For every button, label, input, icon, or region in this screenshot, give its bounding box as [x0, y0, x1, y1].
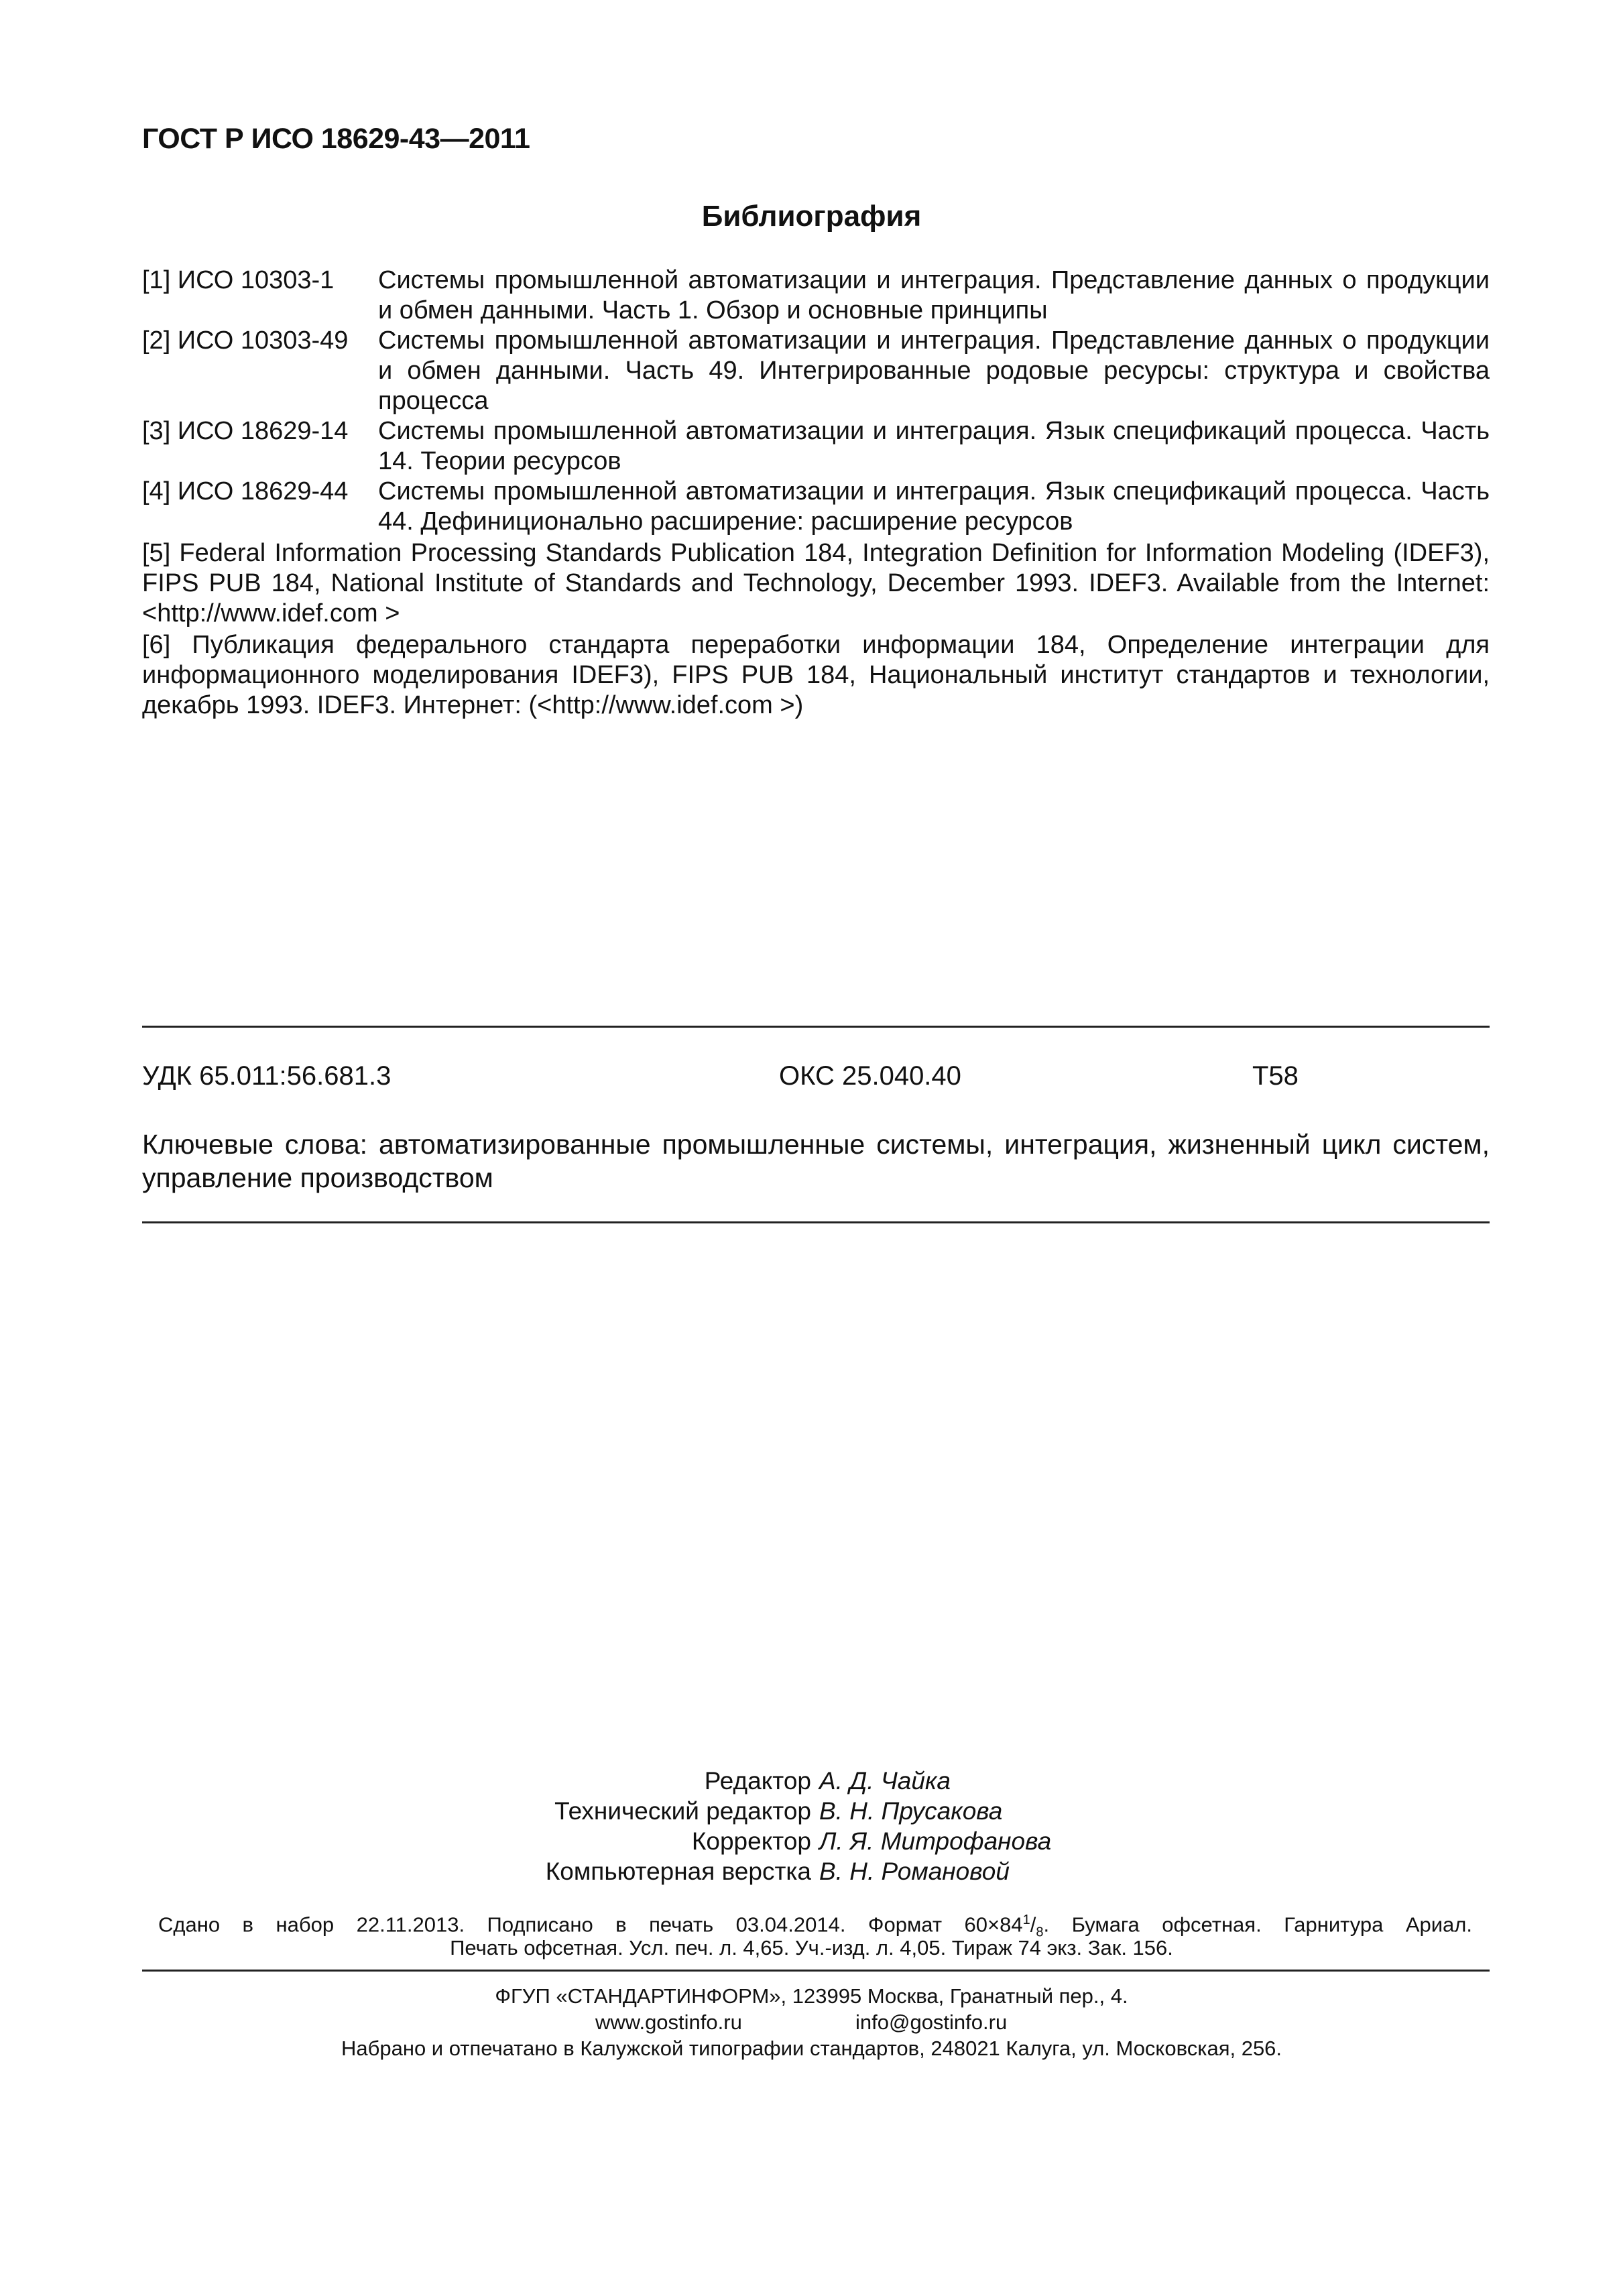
entry-text: Системы промышленной автоматизации и интеграция. Язык спецификаций процесса. Часть 14. Теории ресурсов [378, 417, 1490, 475]
entry-text: [6] Публикация федерального стандарта переработки информации 184, Определение интеграции для информационного моделирования IDEF3), FIPS PUB 184, Национальный институт стандартов и технологии, декабрь 1993. IDEF3. Интернет: (<http://www.idef.com >) [142, 631, 1490, 719]
credit-role: Редактор [704, 1767, 811, 1795]
keywords: Ключевые слова: автоматизированные промышленные системы, интеграция, жизненный цикл систем, управление производством [142, 1129, 1490, 1193]
credit-role: Технический редактор [554, 1797, 811, 1825]
credit-name: А. Д. Чайка [819, 1767, 951, 1795]
entry-text: Системы промышленной автоматизации и интеграция. Язык спецификаций процесса. Часть 44. Дефиниционально расширение: расширение ресурсов [378, 477, 1490, 536]
oks-code: ОКС 25.040.40 [779, 1061, 961, 1091]
credit-role: Корректор [691, 1827, 811, 1855]
bibliography-entry [142, 265, 1490, 326]
format-denominator: 8 [1036, 1925, 1044, 1940]
entry-label: [3] ИСО 18629-14 [142, 417, 349, 445]
entry-label: [1] ИСО 10303-1 [142, 266, 335, 294]
publisher-website: www.gostinfo.ru [595, 2010, 742, 2034]
udk-code: УДК 65.011:56.681.3 [142, 1061, 392, 1091]
bibliography-entry [142, 538, 1490, 629]
entry-label: [2] ИСО 10303-49 [142, 326, 349, 355]
entry-label: [4] ИСО 18629-44 [142, 477, 349, 505]
bibliography-entry [142, 630, 1490, 721]
format-numerator: 1 [1022, 1913, 1030, 1927]
credit-name: В. Н. Прусакова [819, 1797, 1003, 1825]
credit-name: Л. Я. Митрофанова [819, 1827, 1052, 1855]
print-info-text: . Бумага офсетная. Гарнитура Ариал. [1043, 1913, 1472, 1937]
classifier-code: Т58 [1252, 1061, 1299, 1091]
bibliography-entry [142, 326, 1490, 416]
credit-role: Компьютерная верстка [545, 1858, 811, 1885]
entry-text: [5] Federal Information Processing Standards Publication 184, Integration Definition for Information Modeling (IDEF3), FIPS PUB 184, National Institute of Standards and Technology, December 1993. IDEF3. Available from the Internet: <http://www.idef.com > [142, 539, 1490, 627]
credit-line [0, 1766, 1623, 1797]
divider [142, 1026, 1490, 1028]
print-info-line: Сдано в набор 22.11.2013. Подписано в печать 03.04.2014. Формат $60\times 84^1/_8$. Бумага офсетная. Гарнитура Ариал. [158, 1913, 1472, 1940]
publisher-address: ФГУП «СТАНДАРТИНФОРМ», 123995 Москва, Гранатный пер., 4. [495, 1984, 1128, 2008]
printing-house: Набрано и отпечатано в Калужской типографии стандартов, 248021 Калуга, ул. Московская, 256. [341, 2037, 1282, 2060]
bibliography-entry [142, 416, 1490, 477]
credit-line [0, 1796, 1623, 1827]
entry-text: Системы промышленной автоматизации и интеграция. Представление данных о продукции и обмен данными. Часть 49. Интегрированные родовые ресурсы: структура и свойства процесса [378, 326, 1490, 415]
entry-text: Системы промышленной автоматизации и интеграция. Представление данных о продукции и обмен данными. Часть 1. Обзор и основные принципы [378, 266, 1490, 324]
print-info-line: Печать офсетная. Усл. печ. л. 4,65. Уч.-изд. л. 4,05. Тираж 74 экз. Зак. 156. [450, 1936, 1173, 1959]
bibliography-entry [142, 477, 1490, 537]
credit-name: В. Н. Романовой [819, 1858, 1010, 1885]
publisher-contacts [0, 2009, 1623, 2036]
credit-line [0, 1826, 1623, 1857]
divider [142, 1221, 1490, 1223]
bibliography-title: Библиография [701, 200, 922, 233]
credit-line [0, 1856, 1623, 1887]
publisher-email: info@gostinfo.ru [855, 2010, 1008, 2034]
divider [142, 1970, 1490, 1972]
document-code: ГОСТ Р ИСО 18629-43—2011 [142, 123, 530, 155]
print-info-text: Сдано в набор 22.11.2013. Подписано в печать 03.04.2014. Формат 60×84 [158, 1913, 1023, 1937]
